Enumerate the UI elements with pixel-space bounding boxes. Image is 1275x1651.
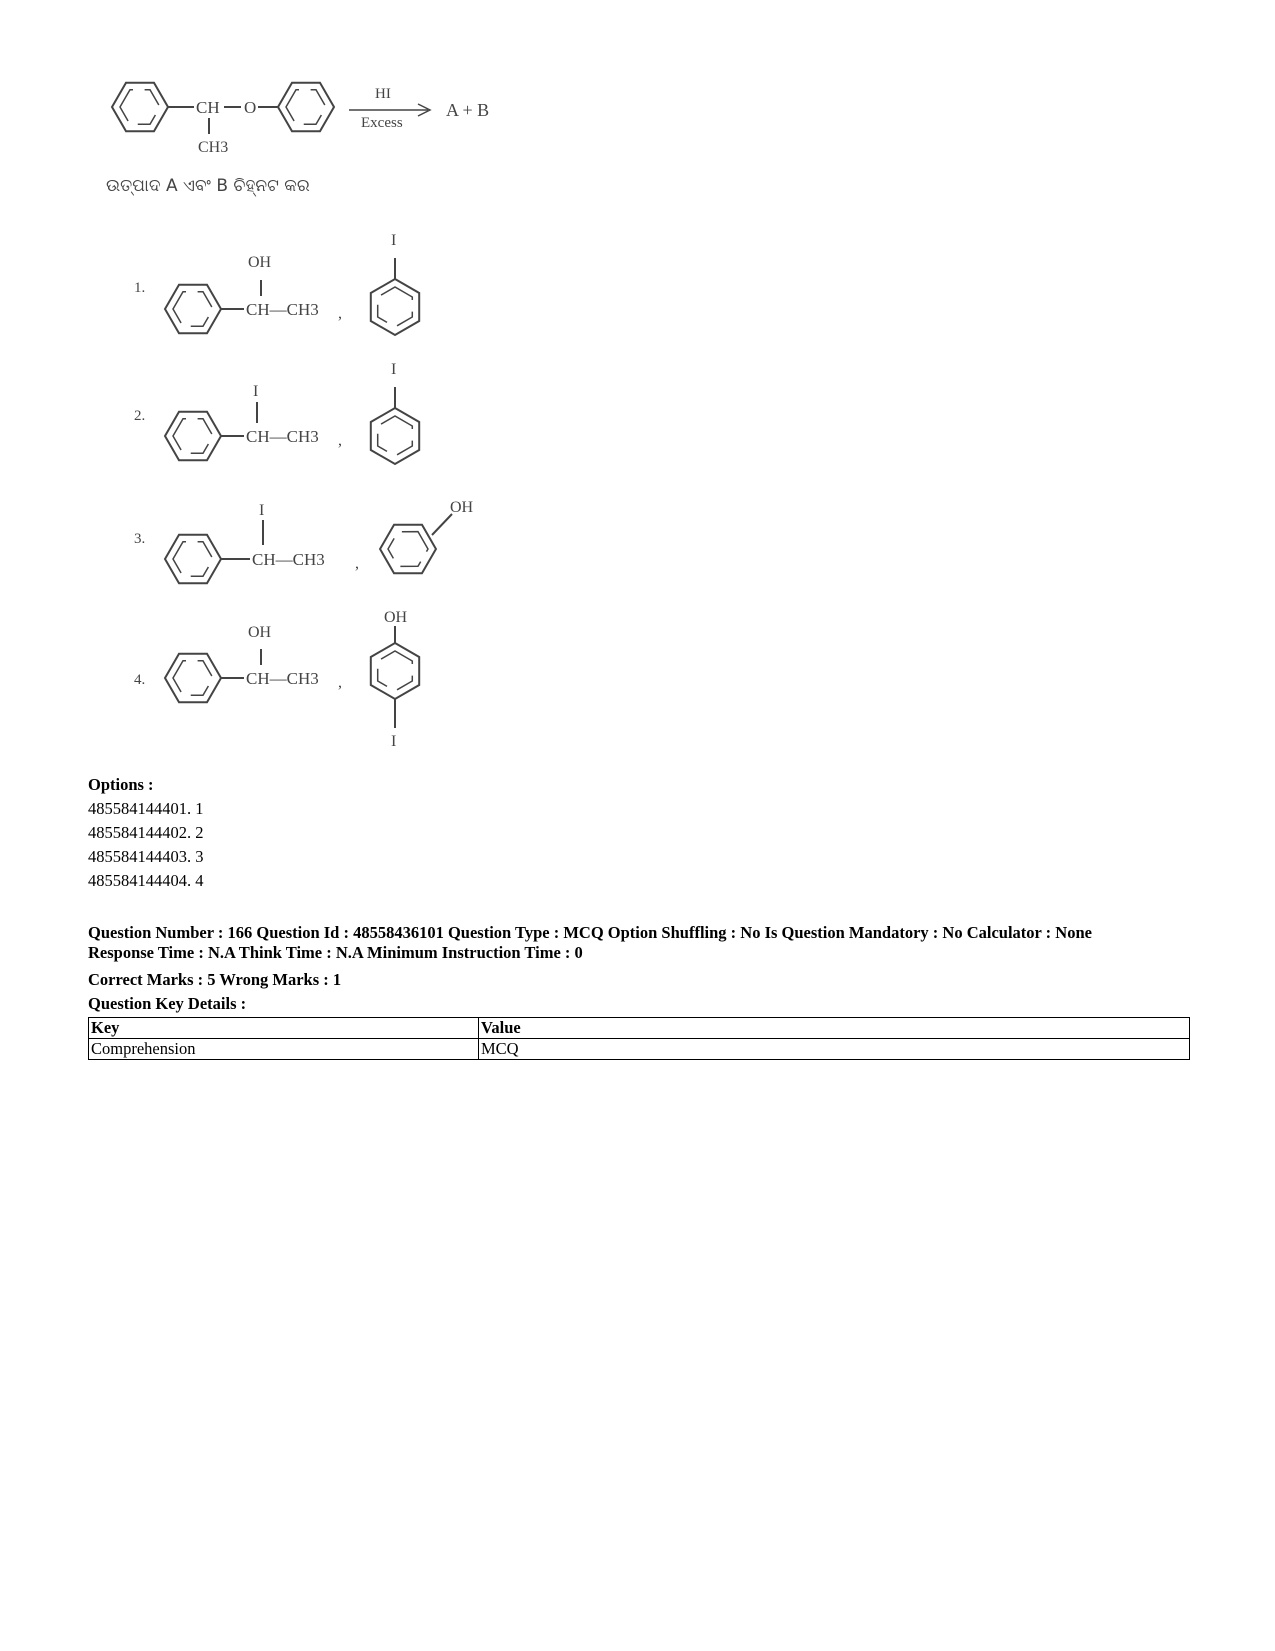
reaction-o-label: O (244, 98, 257, 117)
question-instruction: ଉତ୍ପାଦ A ଏବଂ B ଚିହ୍ନଟ କର (106, 176, 310, 196)
svg-text:,: , (338, 432, 342, 449)
meta-line-1: Question Number : 166 Question Id : 48558436101 Question Type : MCQ Option Shuffling : No Is Question Mandatory : No Calculator : None (88, 923, 1092, 942)
chain-label: CH—CH3 (246, 300, 319, 319)
svg-text:,: , (338, 305, 342, 322)
choice-structure-3 (134, 499, 474, 585)
benzene-ring-left (112, 83, 168, 131)
condition-label: Excess (361, 115, 403, 131)
right-group-bottom: I (391, 733, 397, 750)
choice-number: 1. (134, 280, 146, 296)
meta-line-2: Response Time : N.A Think Time : N.A Minimum Instruction Time : 0 (88, 943, 583, 962)
right-group: OH (450, 499, 474, 516)
products-label: A + B (446, 100, 490, 120)
left-group: OH (248, 624, 272, 641)
svg-text:,: , (355, 555, 359, 572)
chain-label: CH—CH3 (252, 550, 325, 569)
benzene-ring-right (278, 83, 334, 131)
right-group: I (391, 232, 397, 249)
choice-number: 4. (134, 672, 146, 688)
svg-text:,: , (338, 674, 342, 691)
table-header-row (89, 1018, 1190, 1039)
reaction-scheme (112, 83, 489, 156)
option-item: 485584144401. 1 (88, 799, 204, 818)
option-item: 485584144404. 4 (88, 871, 204, 890)
key-details-title: Question Key Details : (88, 994, 247, 1013)
table-header-value: Value (479, 1018, 1190, 1039)
reagent-label: HI (375, 86, 391, 102)
options-title: Options : (88, 775, 154, 794)
reaction-ch3-label: CH3 (198, 139, 229, 156)
left-group: I (253, 383, 259, 400)
reaction-ch-label: CH (196, 98, 220, 117)
option-item: 485584144403. 3 (88, 847, 204, 866)
chain-label: CH—CH3 (246, 427, 319, 446)
left-group: I (259, 502, 265, 519)
right-group-top: OH (384, 609, 408, 626)
chain-label: CH—CH3 (246, 669, 319, 688)
left-group: OH (248, 254, 272, 271)
choice-structure-2 (134, 361, 419, 464)
table-row (89, 1039, 1190, 1060)
right-group: I (391, 361, 397, 378)
key-details-table (88, 1017, 1190, 1060)
marks-line: Correct Marks : 5 Wrong Marks : 1 (88, 970, 342, 989)
question-meta (88, 923, 1188, 963)
options-list (88, 797, 204, 893)
chemistry-figure (0, 0, 700, 760)
table-cell: Comprehension (89, 1039, 479, 1060)
table-header-key: Key (89, 1018, 479, 1039)
choice-number: 2. (134, 408, 146, 424)
table-cell: MCQ (479, 1039, 1190, 1060)
choice-structure-1 (134, 232, 419, 335)
choice-number: 3. (134, 531, 146, 547)
choice-structure-4 (134, 609, 419, 750)
option-item: 485584144402. 2 (88, 823, 204, 842)
